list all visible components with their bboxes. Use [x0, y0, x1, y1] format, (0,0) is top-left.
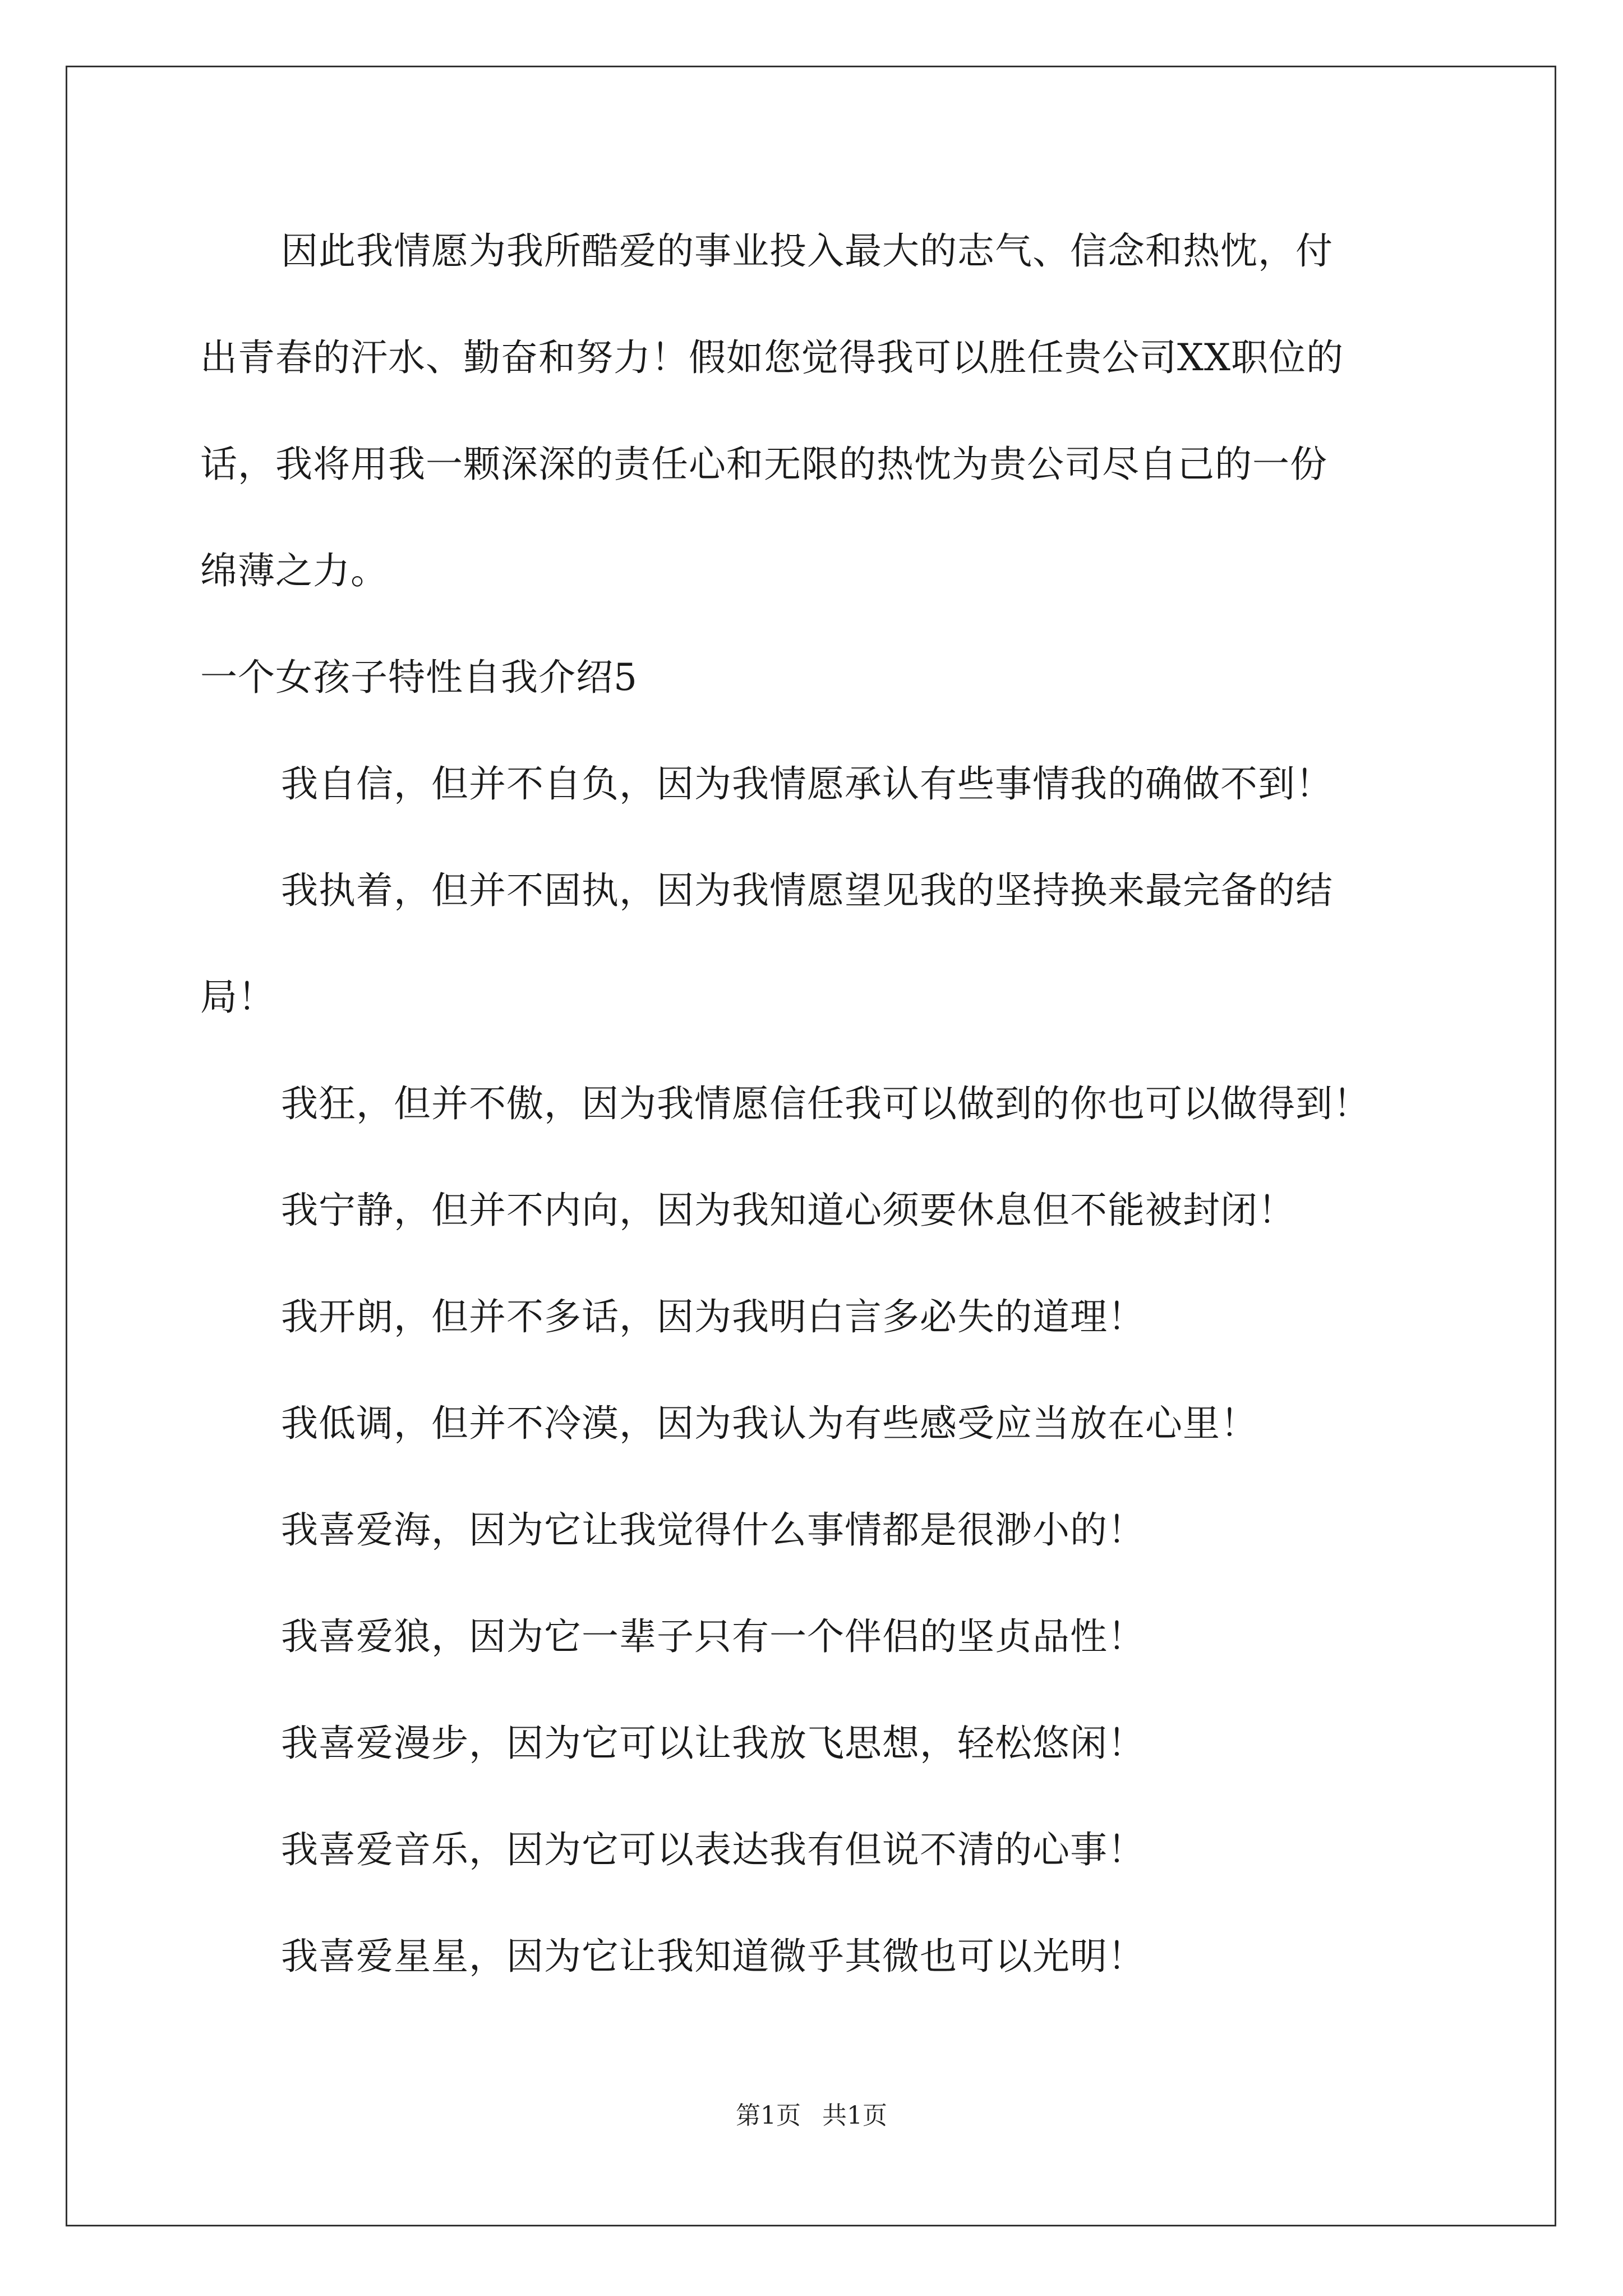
paragraph-line: 我喜爱狼，因为它一辈子只有一个伴侣的坚贞品性！ — [281, 1615, 1145, 1658]
page-number: 第1页 — [736, 2101, 801, 2130]
paragraph-line: 我喜爱星星，因为它让我知道微乎其微也可以光明！ — [281, 1935, 1145, 1978]
paragraph-line: 我喜爱漫步，因为它可以让我放飞思想，轻松悠闲！ — [281, 1722, 1145, 1765]
page-total: 共1页 — [822, 2101, 887, 2130]
page-border — [66, 66, 1556, 2226]
paragraph-line: 局！ — [200, 976, 275, 1019]
paragraph-line: 绵薄之力。 — [200, 549, 388, 592]
paragraph-line: 我自信，但并不自负，因为我情愿承认有些事情我的确做不到！ — [281, 762, 1333, 806]
paragraph-line: 我喜爱海，因为它让我觉得什么事情都是很渺小的！ — [281, 1508, 1145, 1552]
paragraph-line: 我执着，但并不固执，因为我情愿望见我的坚持换来最完备的结 — [281, 869, 1333, 912]
paragraph-line: 我喜爱音乐，因为它可以表达我有但说不清的心事！ — [281, 1828, 1145, 1871]
paragraph-line: 我狂，但并不傲，因为我情愿信任我可以做到的你也可以做得到！ — [281, 1082, 1371, 1125]
paragraph-line: 出青春的汗水、勤奋和努力！假如您觉得我可以胜任贵公司XX职位的 — [200, 336, 1344, 379]
paragraph-line: 我宁静，但并不内向，因为我知道心须要休息但不能被封闭！ — [281, 1189, 1295, 1232]
paragraph-line: 我开朗，但并不多话，因为我明白言多必失的道理！ — [281, 1295, 1145, 1338]
page-footer — [0, 2095, 1623, 2131]
paragraph-line: 话，我将用我一颗深深的责任心和无限的热忱为贵公司尽自己的一份 — [200, 443, 1327, 486]
paragraph-line: 因此我情愿为我所酷爱的事业投入最大的志气、信念和热忱，付 — [281, 229, 1333, 273]
paragraph-line: 我低调，但并不冷漠，因为我认为有些感受应当放在心里！ — [281, 1402, 1258, 1445]
section-heading: 一个女孩子特性自我介绍5 — [200, 656, 638, 699]
